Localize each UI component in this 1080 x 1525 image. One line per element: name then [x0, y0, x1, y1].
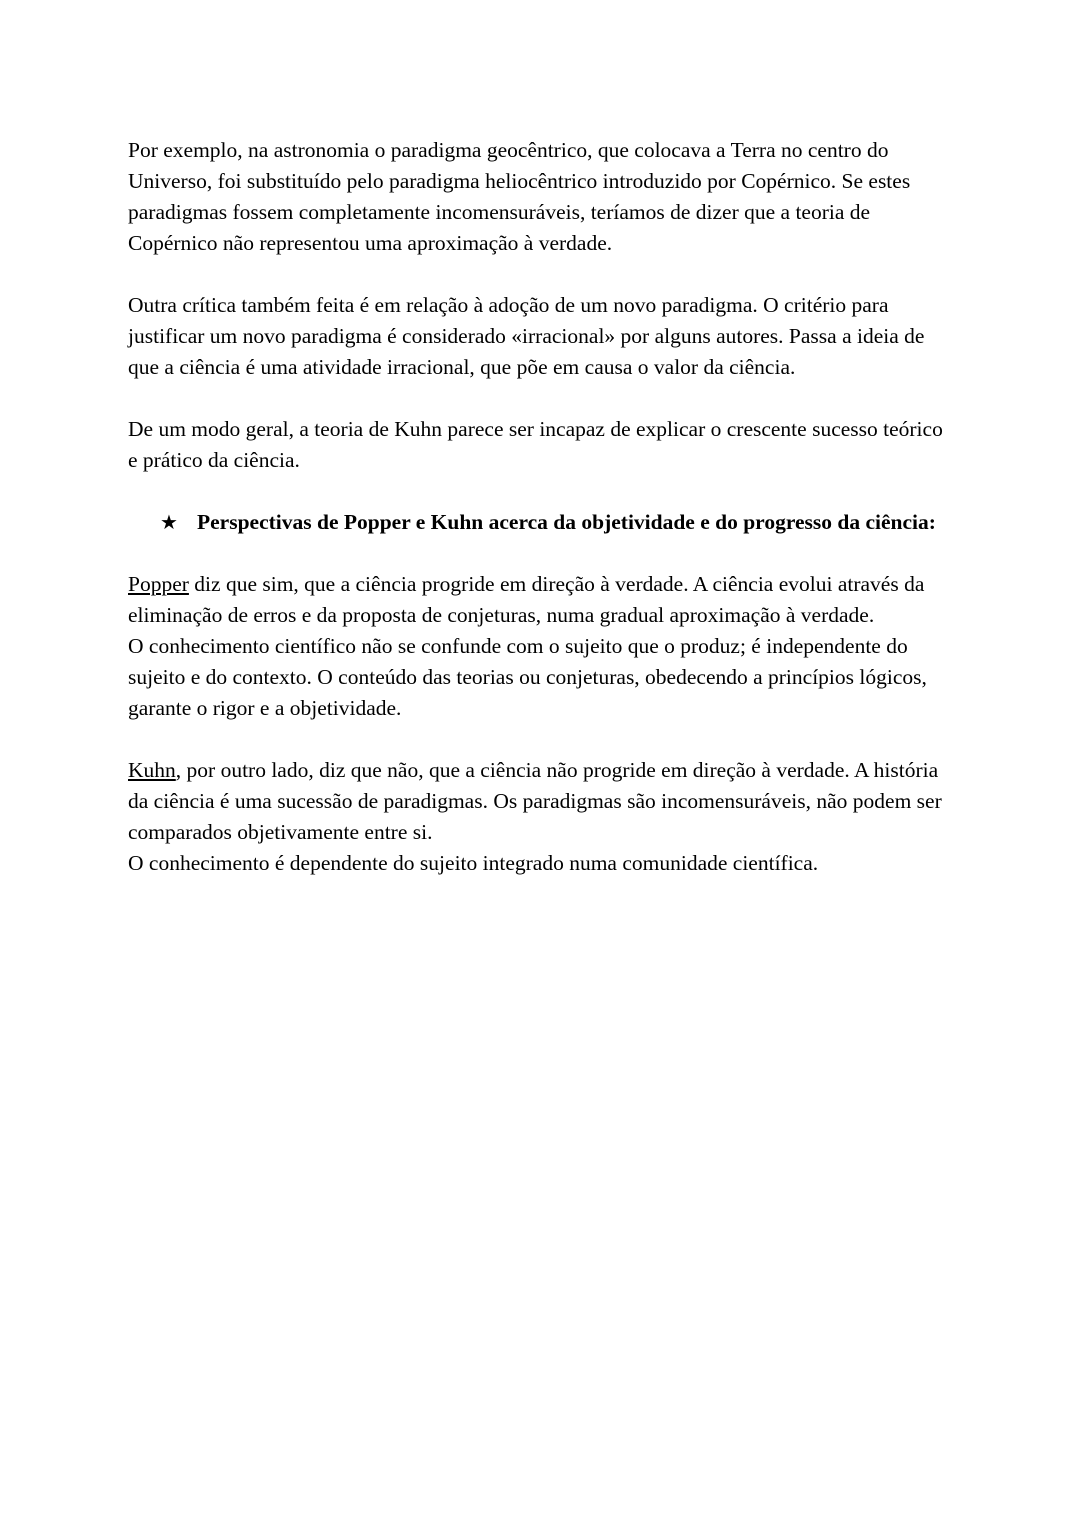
paragraph-kuhn — [128, 755, 947, 879]
paragraph-modo-geral: De um modo geral, a teoria de Kuhn parece ser incapaz de explicar o crescente sucesso teórico e prático da ciência. — [128, 417, 943, 472]
kuhn-text-line1: , por outro lado, diz que não, que a ciência não progride em direção à verdade. A história da ciência é uma sucessão de paradigmas. Os paradigmas são incomensuráveis, não podem ser comparados objetivamente entre si. — [128, 758, 942, 844]
paragraph-popper — [128, 569, 947, 724]
kuhn-lead-word: Kuhn — [128, 758, 176, 782]
paragraph-geocentrico: Por exemplo, na astronomia o paradigma geocêntrico, que colocava a Terra no centro do Universo, foi substituído pelo paradigma heliocêntrico introduzido por Copérnico. Se estes paradigmas fossem completamente incomensuráveis, teríamos de dizer que a teoria de Copérnico não representou uma aproximação à verdade. — [128, 138, 911, 255]
popper-lead-word: Popper — [128, 572, 189, 596]
kuhn-text-line2: O conhecimento é dependente do sujeito integrado numa comunidade científica. — [128, 851, 819, 875]
popper-text-line1: diz que sim, que a ciência progride em direção à verdade. A ciência evolui através da eliminação de erros e da proposta de conjeturas, numa gradual aproximação à verdade. — [128, 572, 925, 627]
paragraph-critica-adocao: Outra crítica também feita é em relação à adoção de um novo paradigma. O critério para justificar um novo paradigma é considerado «irracional» por alguns autores. Passa a ideia de que a ciência é uma atividade irracional, que põe em causa o valor da ciência. — [128, 293, 925, 379]
section-heading — [160, 507, 947, 538]
popper-text-line2: O conhecimento científico não se confunde com o sujeito que o produz; é independente do sujeito e do contexto. O conteúdo das teorias ou conjeturas, obedecendo a princípios lógicos, garante o rigor e a objetividade. — [128, 634, 927, 720]
star-bullet-icon: ★ — [160, 510, 178, 534]
section-heading-text: Perspectivas de Popper e Kuhn acerca da objetividade e do progresso da ciência: — [197, 510, 936, 534]
